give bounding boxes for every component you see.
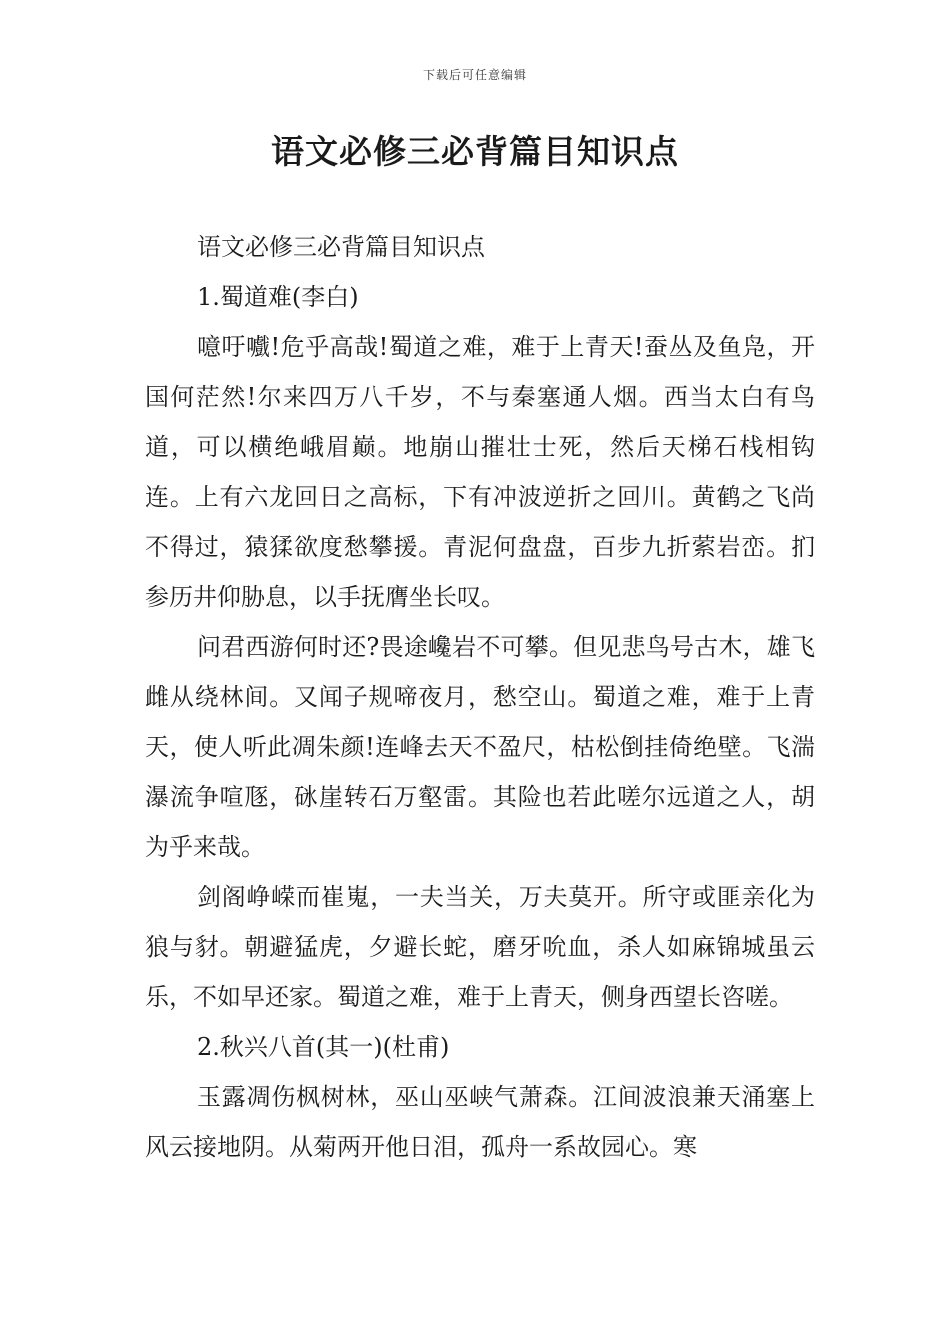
section-heading: 语文必修三必背篇目知识点 — [197, 233, 485, 261]
poem-paragraph: 剑阁峥嵘而崔嵬，一夫当关，万夫莫开。所守或匪亲化为狼与豺。朝避猛虎，夕避长蛇，磨牙吮血，杀人如麻锦城虽云乐，不如早还家。蜀道之难，难于上青天，侧身西望长咨嗟。 — [145, 883, 815, 1011]
poem-heading-qiuxing: 2.秋兴八首(其一)(杜甫) — [197, 1033, 450, 1061]
document-body — [145, 222, 815, 1172]
document-title: 语文必修三必背篇目知识点 — [271, 132, 679, 171]
header-note: 下载后可任意编辑 — [422, 68, 527, 82]
poem-paragraph: 问君西游何时还?畏途巉岩不可攀。但见悲鸟号古木，雄飞雌从绕林间。又闻子规啼夜月，愁空山。蜀道之难，难于上青天，使人听此凋朱颜!连峰去天不盈尺，枯松倒挂倚绝壁。飞湍瀑流争喧豗，砯崖转石万壑雷。其险也若此嗟尔远道之人，胡为乎来哉。 — [145, 633, 815, 861]
poem-heading-shudaonan: 1.蜀道难(李白) — [197, 283, 359, 311]
poem-paragraph: 噫吁嚱!危乎高哉!蜀道之难，难于上青天!蚕丛及鱼凫，开国何茫然!尔来四万八千岁，不与秦塞通人烟。西当太白有鸟道，可以横绝峨眉巅。地崩山摧壮士死，然后天梯石栈相钩连。上有六龙回日之高标，下有冲波逆折之回川。黄鹤之飞尚不得过，猿猱欲度愁攀援。青泥何盘盘，百步九折萦岩峦。扪参历井仰胁息，以手抚膺坐长叹。 — [145, 333, 815, 611]
poem-paragraph: 玉露凋伤枫树林，巫山巫峡气萧森。江间波浪兼天涌塞上风云接地阴。从菊两开他日泪，孤舟一系故园心。寒 — [145, 1083, 815, 1161]
